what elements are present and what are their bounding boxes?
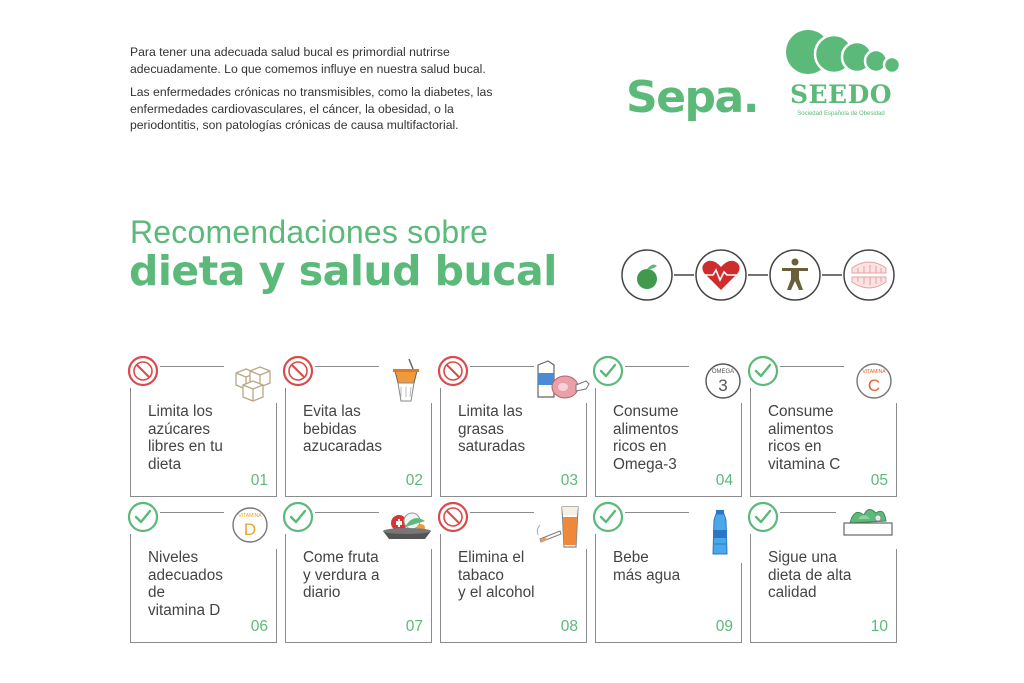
card-text: Bebe más agua (613, 549, 681, 584)
card-number: 06 (250, 618, 268, 635)
fruit-bowl-icon (379, 501, 435, 549)
check-icon (126, 500, 160, 534)
cigarette-and-beer-icon (534, 501, 590, 549)
recommendation-card-02 (285, 366, 432, 497)
seedo-circles-icon (786, 26, 902, 78)
intro-text (130, 44, 510, 134)
seedo-subtitle: Sociedad Española de Obesidad (797, 111, 885, 117)
title-line-1: Recomendaciones sobre (130, 214, 489, 250)
card-number: 03 (560, 472, 578, 489)
heart-pulse-icon (696, 250, 746, 300)
check-icon (746, 500, 780, 534)
intro-paragraph-2: Las enfermedades crónicas no transmisibles, como la diabetes, las enfermedades cardiovasculares, el cáncer, la obesidad, o la periodontitis, son patologías crónicas de causa multifactorial. (130, 85, 493, 132)
card-number: 02 (405, 472, 423, 489)
vitamin-d-label: VITAMINA (238, 513, 262, 519)
check-icon (281, 500, 315, 534)
recommendation-card-09 (595, 512, 742, 643)
recommendation-card-04 (595, 366, 742, 497)
intro-paragraph-1: Para tener una adecuada salud bucal es primordial nutrirse adecuadamente. Lo que comemos influye en nuestra salud bucal. (130, 45, 486, 76)
card-number: 08 (560, 618, 578, 635)
seedo-logo (782, 26, 902, 126)
card-number: 05 (870, 472, 888, 489)
prohibited-icon (126, 354, 160, 388)
sepa-logo: Sepa. (626, 72, 758, 123)
milk-and-ham-icon (534, 355, 590, 403)
card-text: Niveles adecuados de vitamina D (148, 549, 223, 619)
health-icon-chain (620, 248, 900, 302)
recommendation-card-01 (130, 366, 277, 497)
card-text: Come fruta y verdura a diario (303, 549, 380, 602)
human-body-icon (770, 250, 820, 300)
card-text: Limita los azúcares libres en tu dieta (148, 403, 223, 473)
omega-value: 3 (718, 376, 728, 395)
card-number: 01 (250, 472, 268, 489)
seedo-wordmark: SEEDO (789, 80, 893, 109)
card-number: 07 (405, 618, 423, 635)
omega-3-icon (689, 355, 745, 403)
sugar-cubes-icon (224, 355, 280, 403)
card-number: 04 (715, 472, 733, 489)
omega-label: OMEGA (711, 369, 735, 375)
title-line-2: dieta y salud bucal (129, 247, 557, 295)
card-text: Sigue una dieta de alta calidad (768, 549, 852, 602)
recommendation-card-07 (285, 512, 432, 643)
prohibited-icon (436, 500, 470, 534)
soda-cup-icon (379, 355, 435, 403)
prohibited-icon (281, 354, 315, 388)
recommendation-card-08 (440, 512, 587, 643)
recommendation-card-03 (440, 366, 587, 497)
recommendation-card-06 (130, 512, 277, 643)
salad-bowl-icon (836, 501, 900, 549)
vitamin-c-icon (844, 355, 900, 403)
vitamin-c-label: VITAMINA (862, 369, 886, 375)
check-icon (591, 354, 625, 388)
prohibited-icon (436, 354, 470, 388)
card-text: Consume alimentos ricos en vitamina C (768, 403, 841, 473)
card-number: 10 (870, 618, 888, 635)
vitamin-c-value: C (867, 376, 881, 395)
card-text: Elimina el tabaco y el alcohol (458, 549, 535, 602)
apple-icon (622, 250, 672, 300)
recommendation-card-05 (750, 366, 897, 497)
card-text: Limita las grasas saturadas (458, 403, 526, 456)
vitamin-d-icon (224, 501, 280, 549)
recommendation-card-10 (750, 512, 897, 643)
card-number: 09 (715, 618, 733, 635)
card-text: Consume alimentos ricos en Omega-3 (613, 403, 679, 473)
check-icon (591, 500, 625, 534)
teeth-icon (844, 250, 894, 300)
card-text: Evita las bebidas azucaradas (303, 403, 383, 456)
check-icon (746, 354, 780, 388)
vitamin-d-value: D (243, 520, 257, 539)
